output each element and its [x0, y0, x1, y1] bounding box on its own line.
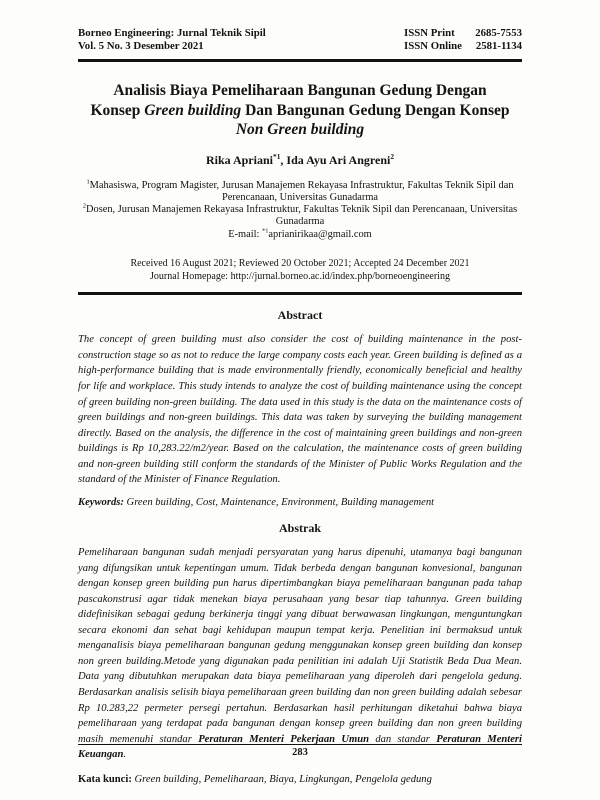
authors-separator: , — [280, 153, 287, 167]
author-1-superscript: *1 — [272, 152, 281, 161]
keywords-line — [78, 497, 522, 508]
page-footer — [78, 744, 522, 761]
kata-kunci-line — [78, 774, 522, 785]
homepage-line — [78, 270, 522, 283]
email-superscript: *1 — [261, 227, 269, 235]
email-address: aprianirikaa@gmail.com — [268, 229, 372, 241]
authors-line — [78, 153, 522, 168]
journal-volume-issue: Vol. 5 No. 3 Desember 2021 — [78, 40, 204, 53]
homepage-label: Journal Homepage: — [150, 271, 231, 283]
article-history — [78, 257, 522, 283]
journal-name: Borneo Engineering: Jurnal Teknik Sipil — [78, 27, 266, 39]
affiliation-2-text: Dosen, Jurusan Manajemen Rekayasa Infrastruktur, Fakultas Teknik Sipil dan Perencanaan, Universitas Gunadarma — [86, 204, 518, 228]
abstrak-bold-regulation-2: Peraturan Menteri Keuangan — [78, 733, 522, 761]
title-line2-text2: Dan Bangunan Gedung Dengan Konsep — [241, 101, 510, 119]
abstrak-text-1: Pemeliharaan bangunan sudah menjadi persyaratan yang harus dipenuhi, utamanya bagi bangunan yang difungsikan untuk kepentingan umum. Tidak berbeda dengan bangunan konvesional, bangunan dengan konsep green building pun harus dipertimbangkan biaya pemeliharaan bangunan pada tahap pascakonstrusi agar tidak menekan biaya perusahaan yang besar tiap tahunnya. Green building didefinisikan sebagai gedung berkinerja tinggi yang dibuat berwawasan lingkungan, menguntungkan secara ekonomi dan sehat bagi kehidupan maupun tempat kerja. Penelitian ini bermaksud untuk menganalisis biaya pemeliharaan bangunan gedung menggunakan konsep green building dan konsep non green building.Metode yang digunakan pada penilitian ini adalah Uji Statistik Beda Dua Mean. Data yang dibutuhkan merupakan data biaya pemeliharaan yang diperoleh dari pengelola gedung. Berdasarkan analisis selisih biaya pemeliharaan green building dan non green building adalah sebesar Rp 10.283,22 permeter persegi pertahun. Berdasarkan hasil perhitungan diketahui bahwa biaya pemeliharaan yang terdapat pada bangunan dengan konsep green building dan non green building masih memenuhi standar — [78, 546, 522, 745]
issn-info — [404, 27, 522, 53]
abstract-body-en: The concept of green building must also consider the cost of building maintenance in the post-construction stage so as not to reduce the large company costs each year. Green building is defined as a high-performance building that is made environmentally friendly, economically beneficial and healthy for life and workplace. This study intends to analyze the cost of building maintenance using the concept of green building non-green building. The data used in this study is the data on the maintenance costs of green buildings and non-green buildings. This data was taken by surveying the building management directly. Based on the analysis, the difference in the cost of maintaining green buildings and non-green buildings is Rp 10,283.22/m2/year. Based on the calculation, the maintenance costs of green building and non-green building still conform the standards of the Minister of Public Works Regulation and the standard of the Minister of Finance Regulation. — [78, 334, 522, 486]
issn-online-value: 2581-1134 — [475, 40, 522, 53]
abstract-heading: Abstract — [277, 308, 323, 323]
kata-kunci-colon: : — [128, 773, 135, 785]
issn-print-line — [404, 27, 522, 40]
issn-print-label: ISSN Print — [404, 27, 455, 39]
email-label: E-mail: — [228, 229, 262, 241]
journal-header — [78, 27, 522, 53]
title-line2-text: Konsep — [90, 101, 145, 119]
title-line2-italic: Green building — [144, 101, 242, 119]
received-reviewed-accepted: Received 16 August 2021; Reviewed 20 October 2021; Accepted 24 December 2021 — [130, 258, 470, 270]
header-divider — [78, 59, 522, 62]
title-line-1: Analisis Biaya Pemeliharaan Bangunan Gedung Dengan — [113, 82, 487, 100]
abstract-body-id — [78, 545, 522, 763]
issn-print-value: 2685-7553 — [475, 27, 522, 39]
affiliations-block — [78, 180, 522, 241]
homepage-url: http://jurnal.borneo.ac.id/index.php/borneoengineering — [230, 271, 450, 283]
history-divider — [78, 292, 522, 295]
affiliation-1 — [78, 180, 522, 204]
author-2-name: Ida Ayu Ari Angreni — [286, 153, 391, 167]
abstrak-text-3: . — [123, 749, 126, 761]
abstrak-text-2: dan standar — [369, 733, 437, 745]
article-title — [78, 81, 522, 139]
keywords-label: Keywords: — [78, 496, 124, 508]
title-line-2 — [78, 101, 522, 120]
affiliation-2-superscript: 2 — [82, 202, 86, 210]
affiliation-2 — [78, 204, 522, 228]
page-number: 283 — [292, 747, 308, 758]
author-1-name: Rika Apriani — [205, 153, 273, 167]
abstrak-bold-regulation-1: Peraturan Menteri Pekerjaan Umun — [198, 733, 369, 745]
issn-online-label: ISSN Online — [404, 40, 462, 53]
kata-kunci-label: Kata kunci — [78, 773, 129, 785]
kata-kunci-values: Green building, Pemeliharaan, Biaya, Lingkungan, Pengelola gedung — [134, 773, 432, 785]
journal-info — [78, 27, 266, 53]
issn-online-line — [404, 40, 522, 53]
author-2-superscript: 2 — [390, 152, 395, 161]
affiliation-1-superscript: 1 — [86, 178, 90, 186]
affiliation-1-text: Mahasiswa, Program Magister, Jurusan Manajemen Rekayasa Infrastruktur, Fakultas Teknik Sipil dan Perencanaan, Universitas Gunadarma — [89, 180, 514, 204]
email-line — [78, 229, 522, 241]
keywords-values: Green building, Cost, Maintenance, Environment, Building management — [123, 496, 435, 508]
title-line-3: Non Green building — [235, 120, 365, 138]
abstrak-heading: Abstrak — [278, 520, 321, 535]
